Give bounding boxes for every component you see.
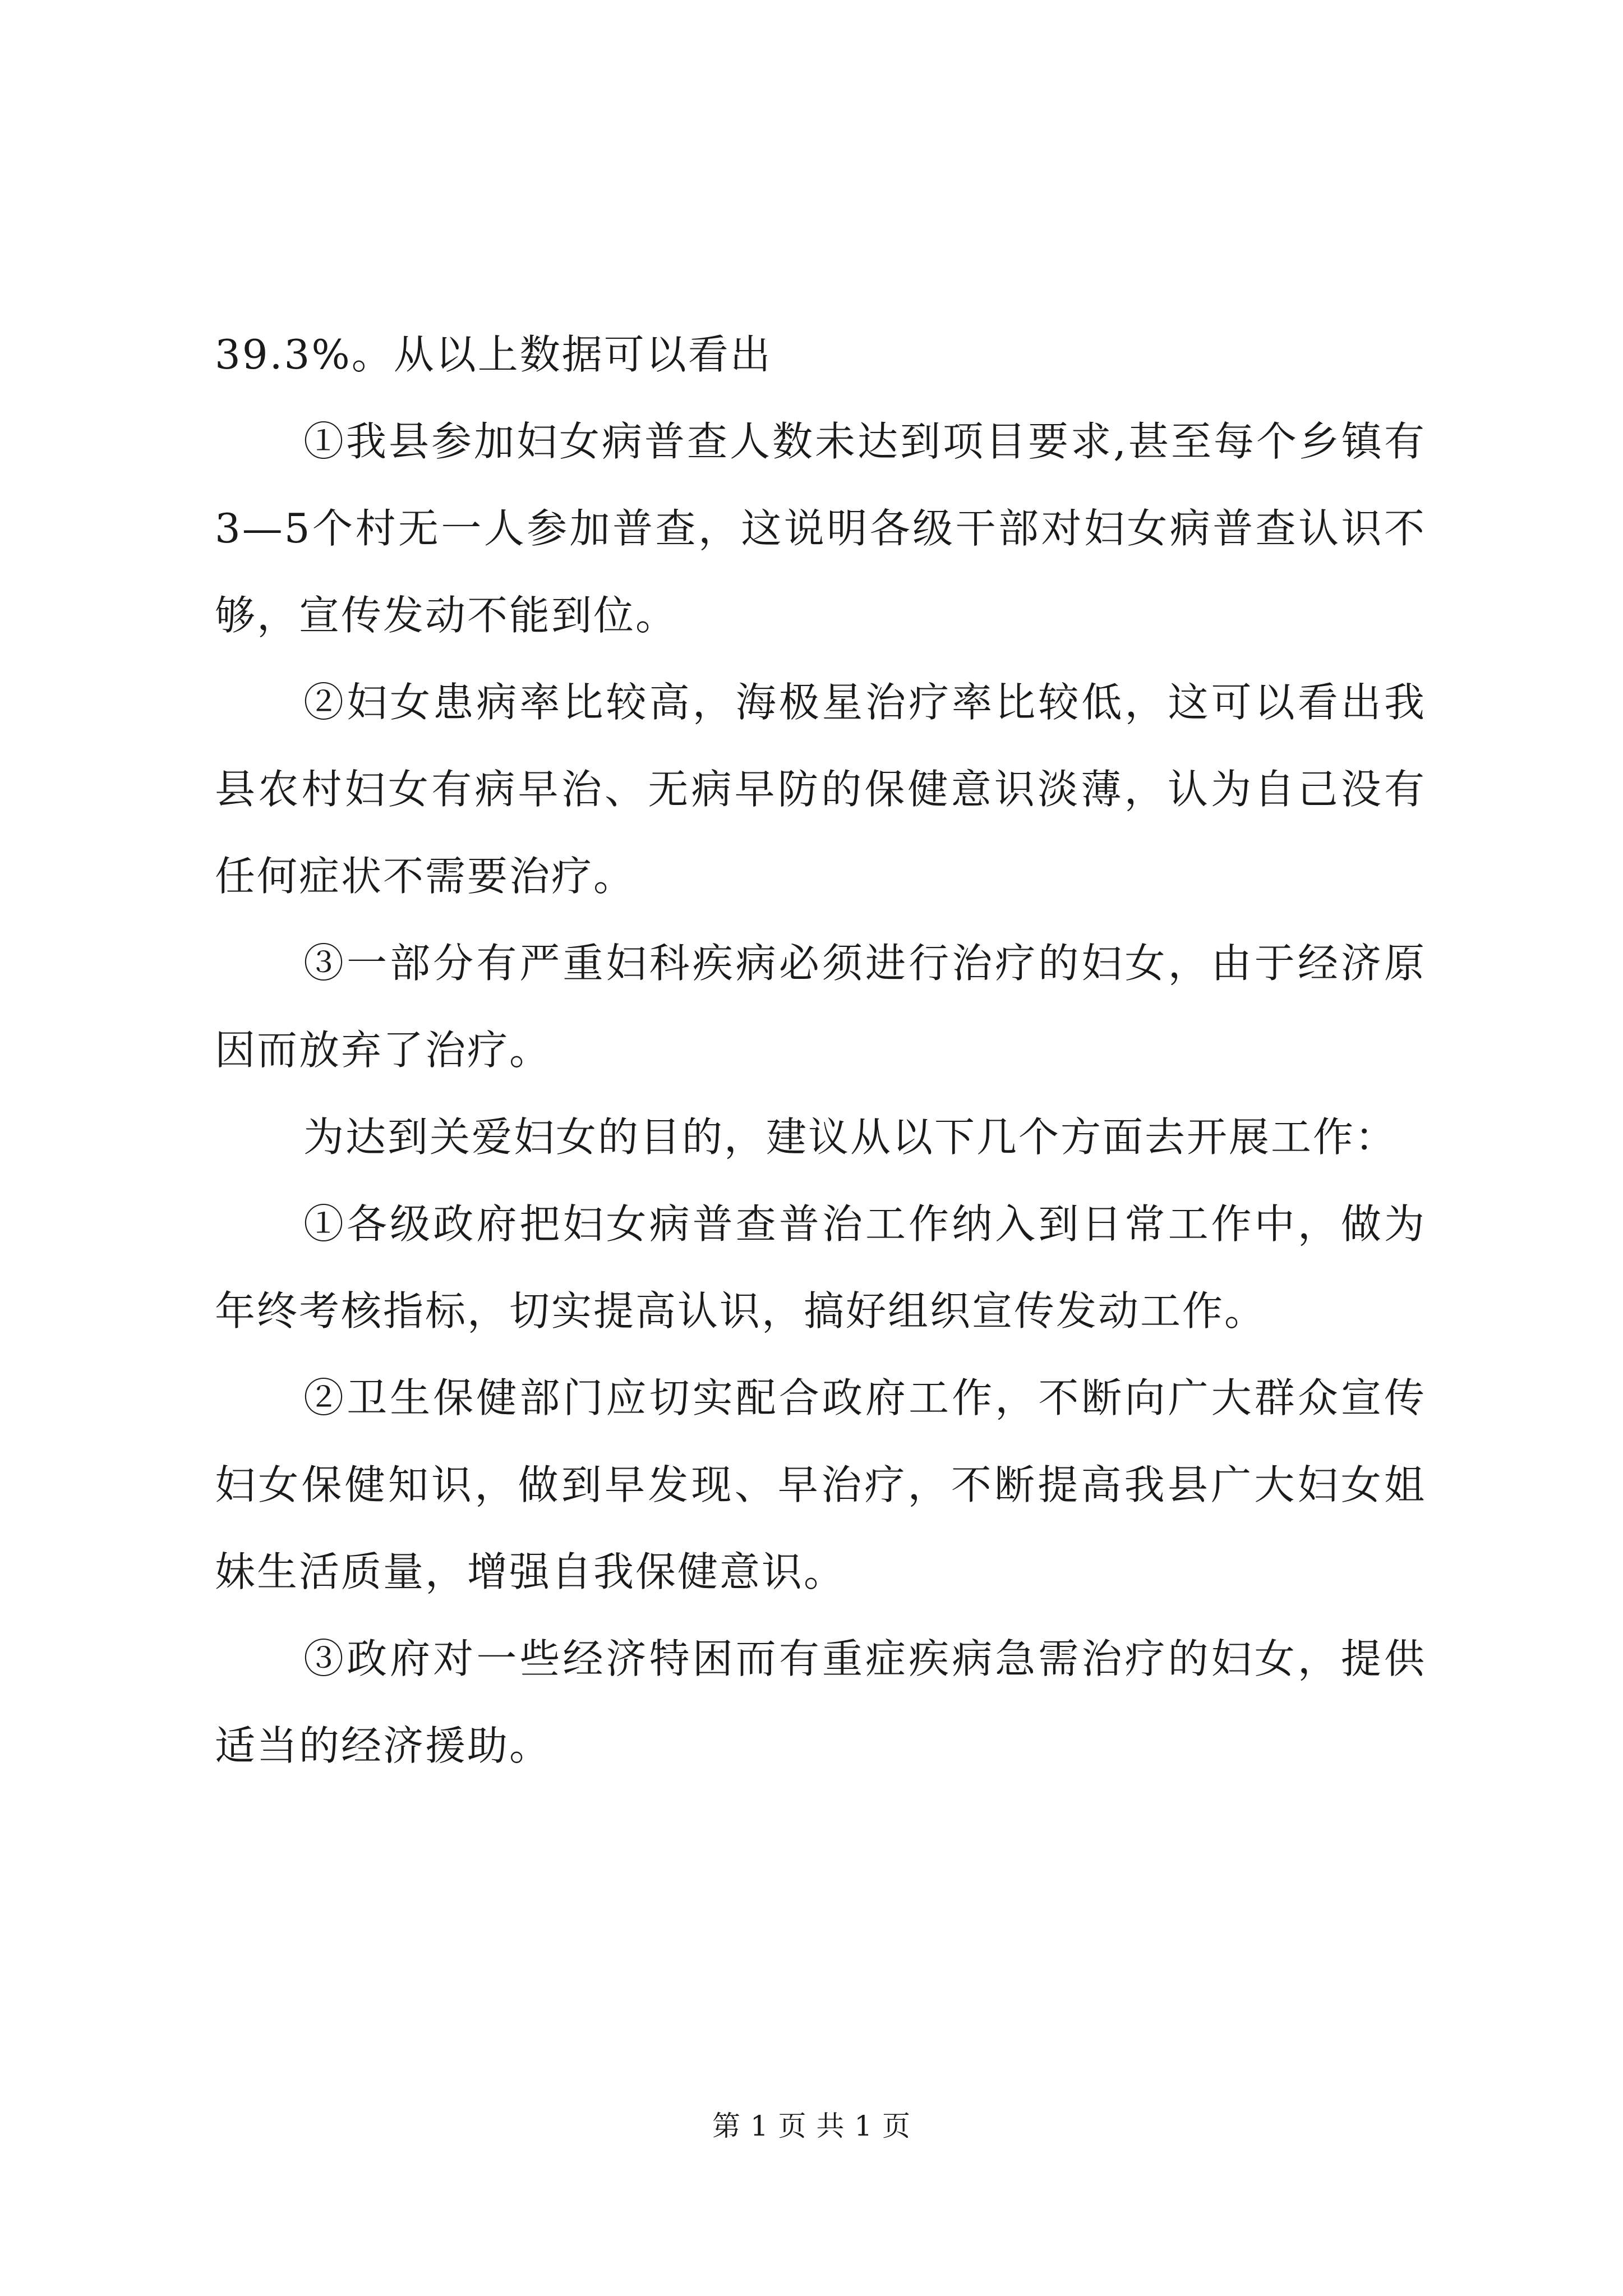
- paragraph-finding-1: ①我县参加妇女病普查人数未达到项目要求,甚至每个乡镇有3—5个村无一人参加普查，这说明各级干部对妇女病普查认识不够，宣传发动不能到位。: [215, 418, 1426, 639]
- paragraph-suggestion-3: ③政府对一些经济特困而有重症疾病急需治疗的妇女，提供适当的经济援助。: [215, 1635, 1426, 1769]
- page-number-label: 第 1 页 共 1 页: [712, 2110, 911, 2142]
- document-body: [215, 311, 1426, 1789]
- paragraph-suggestion-2: ②卫生保健部门应切实配合政府工作，不断向广大群众宣传妇女保健知识，做到早发现、早治疗，不断提高我县广大妇女姐妹生活质量，增强自我保健意识。: [215, 1374, 1426, 1595]
- paragraph-suggestion-1: ①各级政府把妇女病普查普治工作纳入到日常工作中，做为年终考核指标，切实提高认识，搞好组织宣传发动工作。: [215, 1200, 1426, 1335]
- paragraph-suggestion-intro: 为达到关爱妇女的目的，建议从以下几个方面去开展工作：: [303, 1114, 1398, 1161]
- paragraph-finding-3: ③一部分有严重妇科疾病必须进行治疗的妇女，由于经济原因而放弃了治疗。: [215, 940, 1426, 1074]
- paragraph-finding-2: ②妇女患病率比较高，海极星治疗率比较低，这可以看出我县农村妇女有病早治、无病早防的保健意识淡薄，认为自己没有任何症状不需要治疗。: [215, 679, 1426, 900]
- paragraph-continuation: 39.3%。从以上数据可以看出: [215, 331, 772, 378]
- page-footer: [0, 2109, 1623, 2143]
